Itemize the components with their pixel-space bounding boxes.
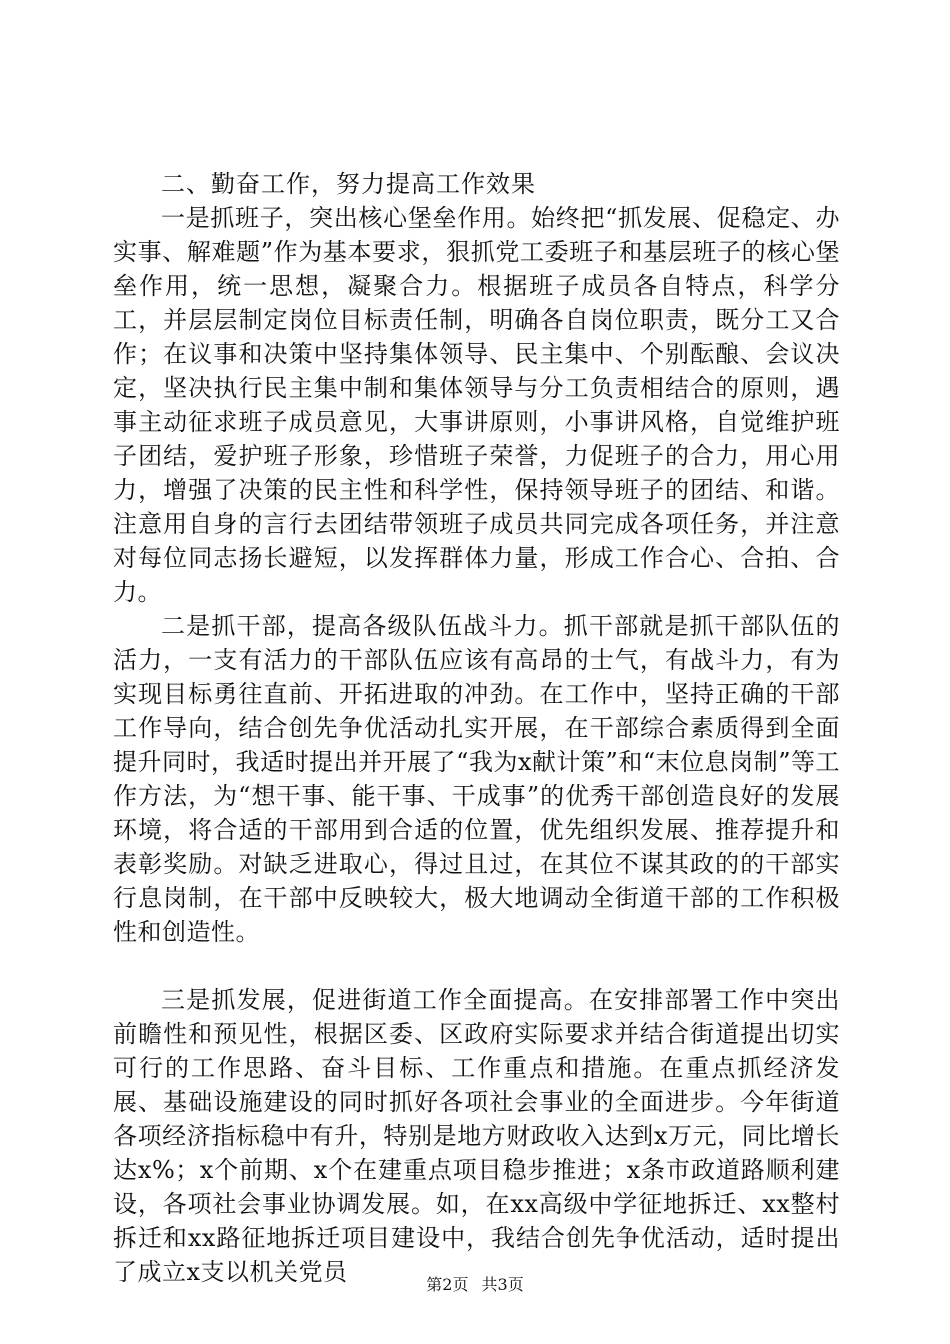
paragraph-development: 三是抓发展，促进街道工作全面提高。在安排部署工作中突出前瞻性和预见性，根据区委、区政府实际要求并结合街道提出切实可行的工作思路、奋斗目标、工作重点和措施。在重点抓经济发展、基础设施建设的同时抓好各项社会事业的全面进步。今年街道各项经济指标稳中有升，特别是地方财政收入达到x万元，同比增长达x%；x个前期、x个在建重点项目稳步推进；x条市政道路顺利建设，各项社会事业协调发展。如，在xx高级中学征地拆迁、xx整村拆迁和xx路征地拆迁项目建设中，我结合创先争优活动，适时提出了成立x支以机关党员 bbox=[113, 986, 840, 1286]
page-footer bbox=[0, 1274, 950, 1296]
page-number: 第2页 bbox=[426, 1275, 469, 1294]
paragraph-cadres: 二是抓干部，提高各级队伍战斗力。抓干部就是抓干部队伍的活力，一支有活力的干部队伍应该有高昂的士气，有战斗力，有为实现目标勇往直前、开拓进取的冲劲。在工作中，坚持正确的干部工作导向，结合创先争优活动扎实开展，在干部综合素质得到全面提升同时，我适时提出并开展了“我为x献计策”和“末位息岗制”等工作方法，为“想干事、能干事、干成事”的优秀干部创造良好的发展环境，将合适的干部用到合适的位置，优先组织发展、推荐提升和表彰奖励。对缺乏进取心，得过且过，在其位不谋其政的的干部实行息岗制，在干部中反映较大，极大地调动全街道干部的工作积极性和创造性。 bbox=[113, 612, 840, 946]
document-body bbox=[113, 167, 840, 1289]
page-total: 共3页 bbox=[481, 1275, 524, 1294]
section-heading: 二、勤奋工作，努力提高工作效果 bbox=[161, 170, 536, 198]
paragraph-leadership-team: 一是抓班子，突出核心堡垒作用。始终把“抓发展、促稳定、办实事、解难题”作为基本要求，狠抓党工委班子和基层班子的核心堡垒作用，统一思想，凝聚合力。根据班子成员各自特点，科学分工，并层层制定岗位目标责任制，明确各自岗位职责，既分工又合作；在议事和决策中坚持集体领导、民主集中、个别酝酿、会议决定，坚决执行民主集中制和集体领导与分工负责相结合的原则，遇事主动征求班子成员意见，大事讲原则，小事讲风格，自觉维护班子团结，爱护班子形象，珍惜班子荣誉，力促班子的合力，用心用力，增强了决策的民主性和科学性，保持领导班子的团结、和谐。注意用自身的言行去团结带领班子成员共同完成各项任务，并注意对每位同志扬长避短，以发挥群体力量，形成工作合心、合拍、合力。 bbox=[113, 204, 840, 606]
